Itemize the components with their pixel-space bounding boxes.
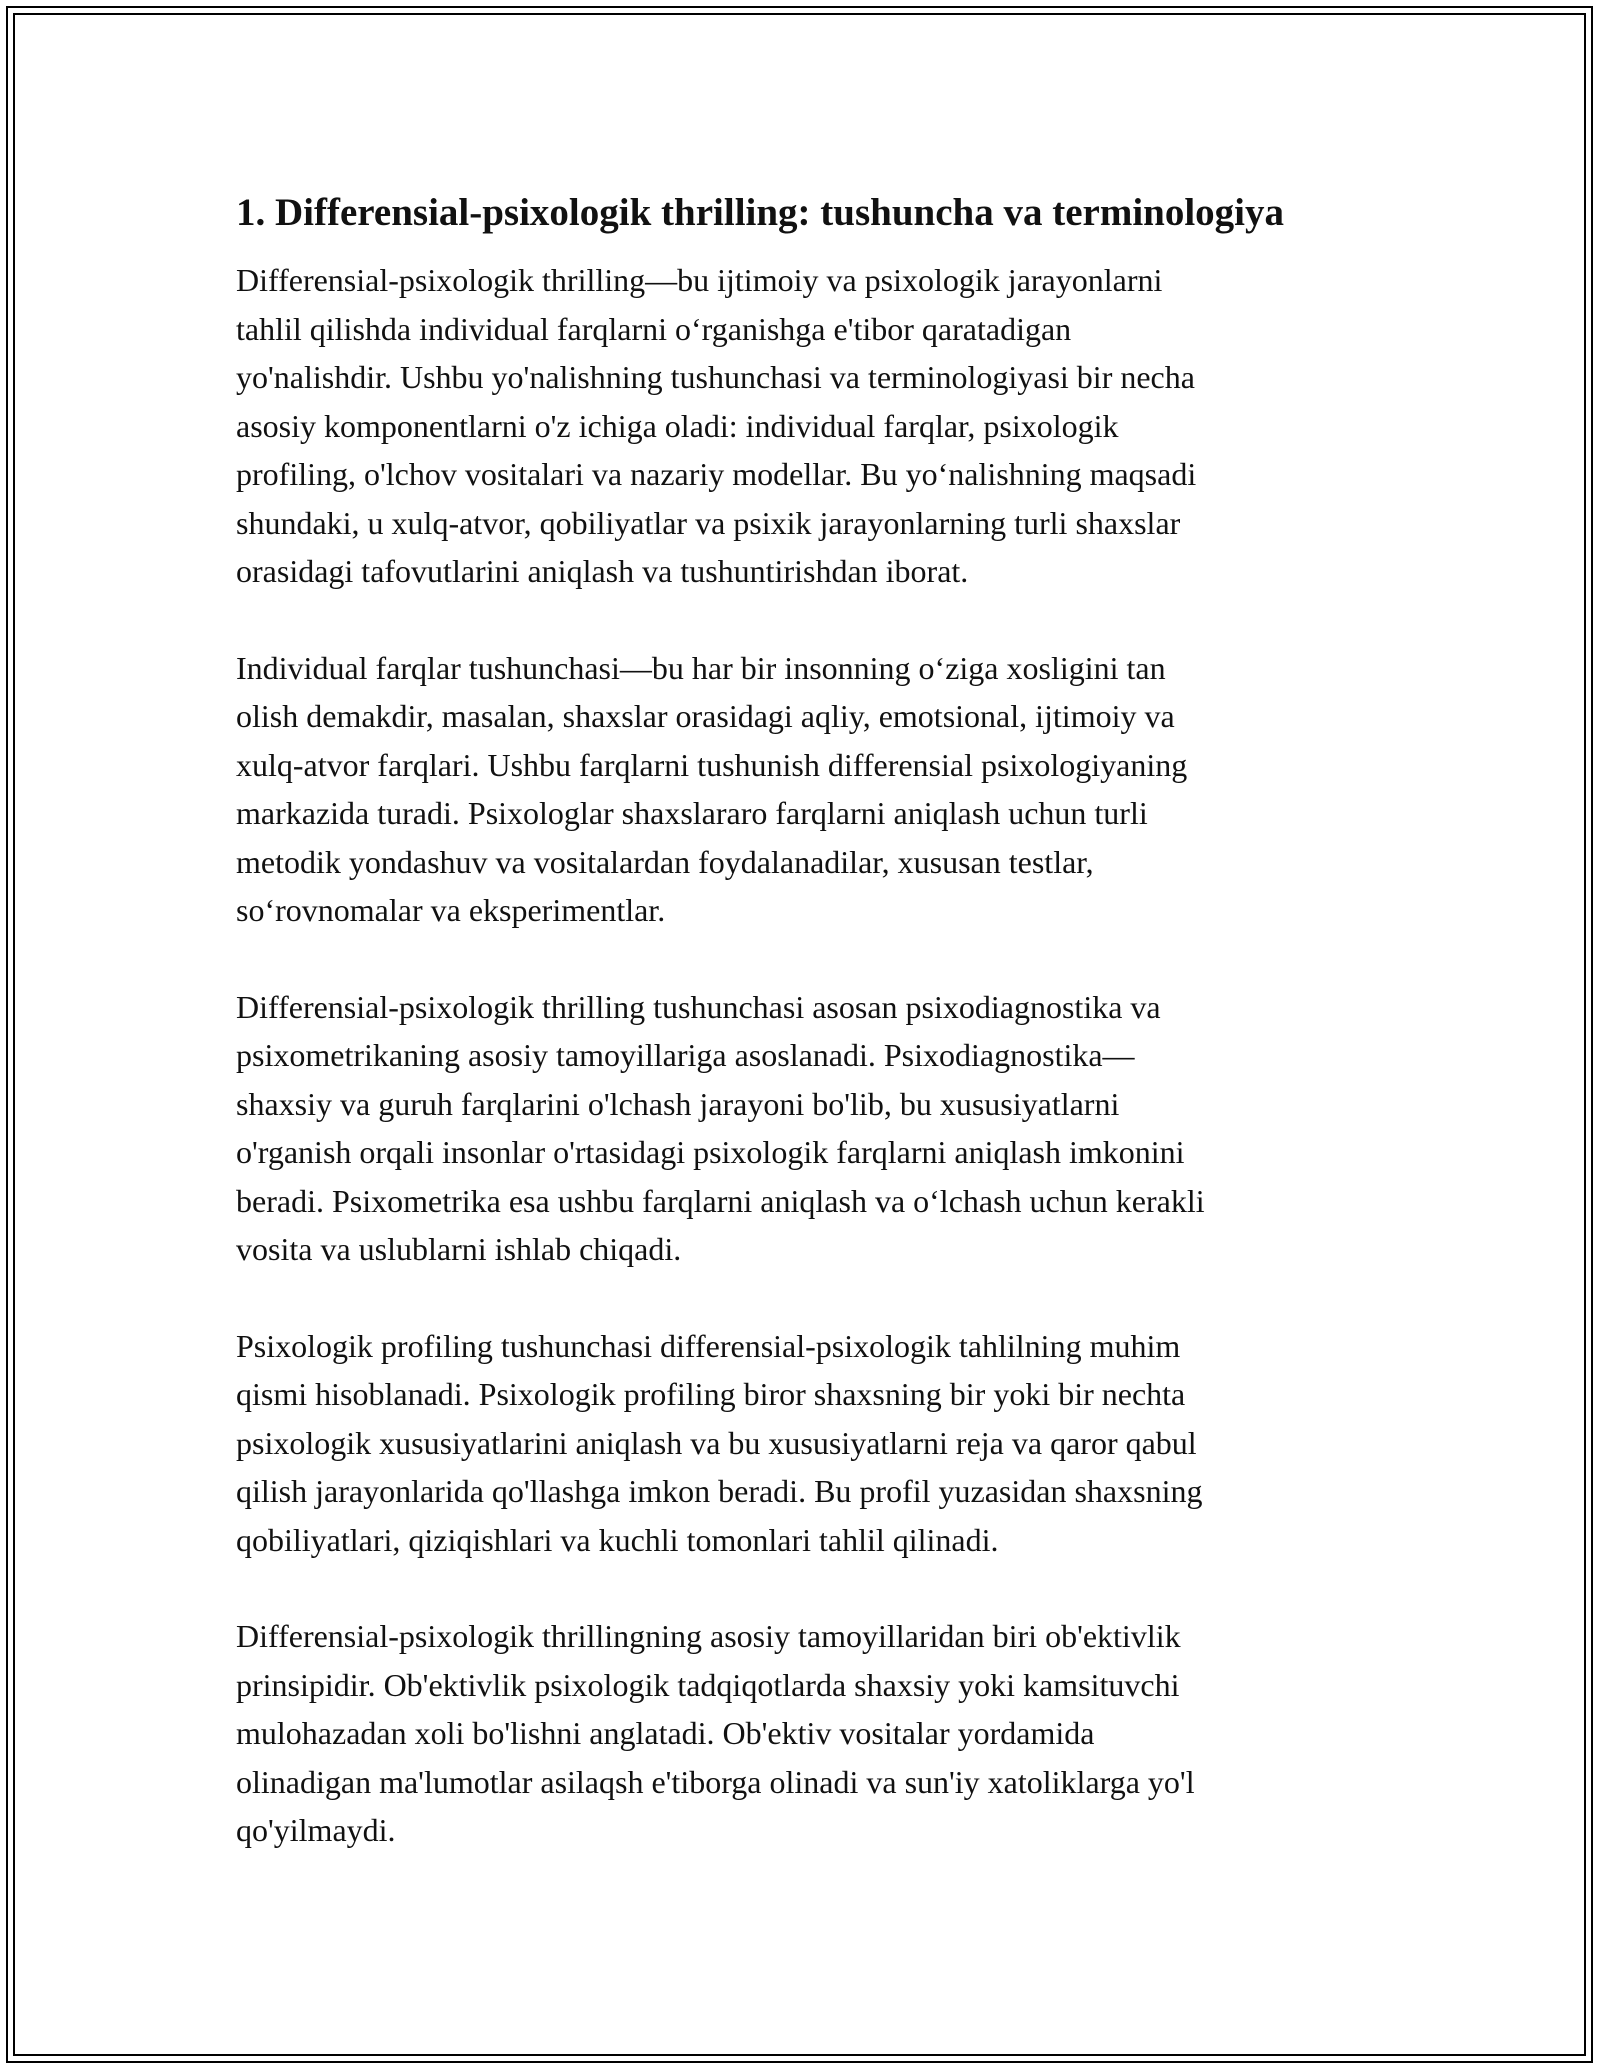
text-line: xulq-atvor farqlari. Ushbu farqlarni tushunish differensial psixologiyaning — [236, 746, 1188, 783]
paragraph-3 — [236, 983, 1366, 1274]
text-line: orasidagi tafovutlarini aniqlash va tushuntirishdan iborat. — [236, 553, 969, 589]
text-line: qilish jarayonlarida qo'llashga imkon beradi. Bu profil yuzasidan shaxsning — [236, 1473, 1203, 1509]
text-line: mulohazadan xoli bo'lishni anglatadi. Ob'ektiv vositalar yordamida — [236, 1715, 1095, 1751]
text-line: psixometrikaning asosiy tamoyillariga asoslanadi. Psixodiagnostika— — [236, 1037, 1135, 1073]
text-line: Individual farqlar tushunchasi—bu har bir insonning o‘ziga xosligini tan — [236, 649, 1166, 686]
text-line: Differensial-psixologik thrilling—bu ijtimoiy va psixologik jarayonlarni — [236, 262, 1163, 298]
text-line: vosita va uslublarni ishlab chiqadi. — [236, 1231, 682, 1267]
text-line: tahlil qilishda individual farqlarni o‘rganishga e'tibor qaratadigan — [236, 310, 1072, 347]
text-line: qobiliyatlari, qiziqishlari va kuchli tomonlari tahlil qilinadi. — [236, 1521, 999, 1558]
text-line: qismi hisoblanadi. Psixologik profiling biror shaxsning bir yoki bir nechta — [236, 1376, 1186, 1412]
text-line: so‘rovnomalar va eksperimentlar. — [236, 892, 666, 928]
text-line: asosiy komponentlarni o'z ichiga oladi: individual farqlar, psixologik — [236, 407, 1119, 444]
text-line: metodik yondashuv va vositalardan foydalanadilar, xususan testlar, — [236, 843, 1094, 880]
text-line: qo'yilmaydi. — [236, 1812, 396, 1848]
text-line: yo'nalishdir. Ushbu yo'nalishning tushunchasi va terminologiyasi bir necha — [236, 359, 1195, 395]
text-line: o'rganish orqali insonlar o'rtasidagi psixologik farqlarni aniqlash imkonini — [236, 1134, 1185, 1170]
text-line: profiling, o'lchov vositalari va nazariy modellar. Bu yo‘nalishning maqsadi — [236, 456, 1197, 492]
text-line: beradi. Psixometrika esa ushbu farqlarni aniqlash va o‘lchash uchun kerakli — [236, 1182, 1205, 1219]
text-line: psixologik xususiyatlarini aniqlash va bu xususiyatlarni reja va qaror qabul — [236, 1424, 1197, 1461]
text-line: Differensial-psixologik thrilling tushunchasi asosan psixodiagnostika va — [236, 988, 1161, 1025]
paragraph-2 — [236, 644, 1366, 935]
paragraph-4 — [236, 1322, 1366, 1565]
text-line: olinadigan ma'lumotlar asilaqsh e'tiborga olinadi va sun'iy xatoliklarga yo'l — [236, 1763, 1195, 1800]
text-line: shaxsiy va guruh farqlarini o'lchash jarayoni bo'lib, bu xususiyatlarni — [236, 1085, 1120, 1122]
text-line: prinsipidir. Ob'ektivlik psixologik tadqiqotlarda shaxsiy yoki kamsituvchi — [236, 1666, 1180, 1703]
text-line: shundaki, u xulq-atvor, qobiliyatlar va psixik jarayonlarning turli shaxslar — [236, 504, 1181, 541]
text-line: olish demakdir, masalan, shaxslar orasidagi aqliy, emotsional, ijtimoiy va — [236, 698, 1175, 734]
text-line: markazida turadi. Psixologlar shaxslararo farqlarni aniqlash uchun turli — [236, 795, 1148, 831]
section-heading: 1. Differensial-psixologik thrilling: tushuncha va terminologiya — [236, 191, 1285, 234]
paragraph-5 — [236, 1612, 1366, 1855]
text-line: Differensial-psixologik thrillingning asosiy tamoyillaridan biri ob'ektivlik — [236, 1618, 1181, 1654]
paragraph-1 — [236, 256, 1366, 596]
document-body — [236, 183, 1366, 1903]
text-line: Psixologik profiling tushunchasi differensial-psixologik tahlilning muhim — [236, 1327, 1181, 1364]
